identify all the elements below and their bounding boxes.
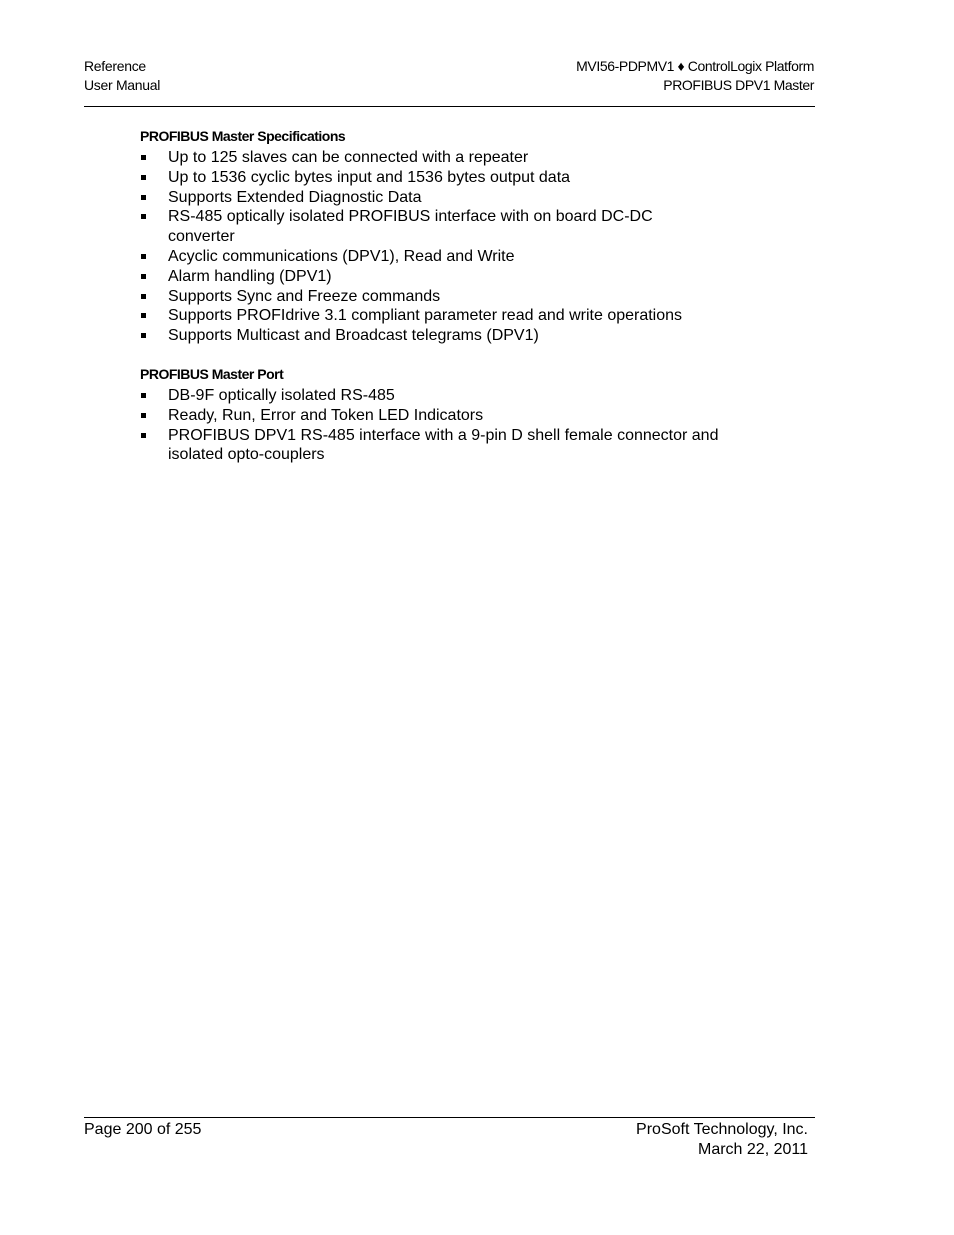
list-item-text: Supports Sync and Freeze commands	[168, 287, 441, 305]
list-item	[140, 247, 740, 267]
list-item	[140, 207, 714, 247]
square-bullet-icon	[141, 294, 146, 299]
list-item-text: DB-9F optically isolated RS-485	[168, 386, 395, 404]
list-item	[140, 287, 740, 307]
page-header	[84, 57, 815, 107]
list-item	[140, 168, 740, 188]
section-heading: PROFIBUS Master Specifications	[140, 128, 346, 144]
company-name: ProSoft Technology, Inc.	[636, 1121, 808, 1138]
list-item	[140, 326, 740, 346]
square-bullet-icon	[141, 393, 146, 398]
footer-company-block	[636, 1120, 808, 1160]
page-footer	[84, 1117, 815, 1158]
square-bullet-icon	[141, 333, 146, 338]
list-item	[140, 426, 734, 466]
square-bullet-icon	[141, 175, 146, 180]
page-content	[140, 126, 760, 465]
bullet-list	[140, 148, 760, 346]
header-left	[84, 57, 160, 95]
header-product-name: PROFIBUS DPV1 Master	[663, 77, 814, 93]
square-bullet-icon	[141, 254, 146, 259]
section-heading: PROFIBUS Master Port	[140, 365, 284, 382]
page-number: Page 200 of 255	[84, 1121, 202, 1138]
square-bullet-icon	[141, 413, 146, 418]
list-item-text: Ready, Run, Error and Token LED Indicators	[168, 406, 484, 424]
list-item-text: Up to 1536 cyclic bytes input and 1536 bytes output data	[168, 168, 571, 186]
list-item-text: PROFIBUS DPV1 RS-485 interface with a 9-pin D shell female connector and isolated opto-couplers	[168, 426, 719, 464]
square-bullet-icon	[141, 195, 146, 200]
list-item-text: Supports Multicast and Broadcast telegrams (DPV1)	[168, 327, 539, 345]
list-item-text: Up to 125 slaves can be connected with a repeater	[168, 149, 529, 166]
publication-date: March 22, 2011	[698, 1141, 808, 1158]
square-bullet-icon	[141, 433, 146, 438]
square-bullet-icon	[141, 313, 146, 318]
list-item-text: Acyclic communications (DPV1), Read and Write	[168, 247, 515, 265]
list-item	[140, 188, 740, 208]
section-master-specifications	[140, 126, 760, 346]
section-master-port	[140, 364, 760, 465]
header-right	[576, 57, 814, 95]
list-item-text: Alarm handling (DPV1)	[168, 267, 332, 285]
bullet-list	[140, 386, 760, 465]
list-item-text: Supports Extended Diagnostic Data	[168, 188, 422, 206]
list-item-text: Supports PROFIdrive 3.1 compliant parameter read and write operations	[168, 307, 683, 325]
list-item	[140, 267, 740, 287]
square-bullet-icon	[141, 155, 146, 160]
header-product-platform: MVI56-PDPMV1 ♦ ControlLogix Platform	[576, 58, 814, 74]
list-item	[140, 406, 740, 426]
list-item	[140, 386, 740, 406]
header-section-name: Reference	[84, 58, 146, 74]
header-doc-type: User Manual	[84, 77, 161, 93]
list-item	[140, 148, 740, 168]
square-bullet-icon	[141, 274, 146, 279]
list-item-text: RS-485 optically isolated PROFIBUS interface with on board DC-DC converter	[168, 208, 653, 246]
list-item	[140, 306, 740, 326]
square-bullet-icon	[141, 214, 146, 219]
